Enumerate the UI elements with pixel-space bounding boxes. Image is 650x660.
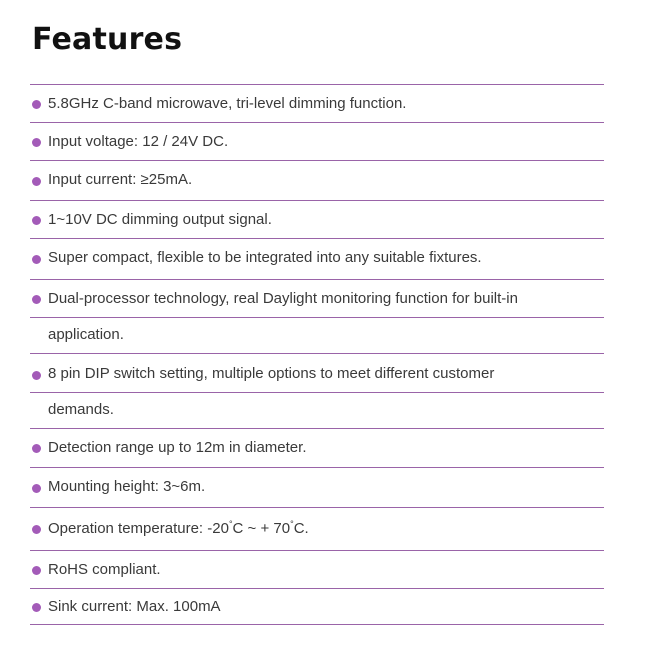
feature-text: Mounting height: 3~6m. bbox=[48, 478, 206, 495]
list-item bbox=[30, 201, 604, 238]
bullet-icon bbox=[32, 177, 41, 186]
feature-text-continued: demands. bbox=[48, 401, 114, 418]
bullet-icon bbox=[32, 216, 41, 225]
bullet-icon bbox=[32, 100, 41, 109]
feature-text: Detection range up to 12m in diameter. bbox=[48, 439, 307, 456]
list-item bbox=[30, 551, 604, 588]
feature-text: 5.8GHz C-band microwave, tri-level dimming function. bbox=[48, 95, 407, 112]
list-item bbox=[30, 280, 604, 353]
page-title: Features bbox=[32, 22, 183, 57]
bullet-icon bbox=[32, 484, 41, 493]
bullet-icon bbox=[32, 566, 41, 575]
bullet-icon bbox=[32, 138, 41, 147]
list-item bbox=[30, 429, 604, 467]
bullet-icon bbox=[32, 295, 41, 304]
list-item bbox=[30, 239, 604, 279]
bullet-icon bbox=[32, 603, 41, 612]
divider bbox=[30, 624, 604, 625]
bullet-icon bbox=[32, 255, 41, 264]
feature-text: 8 pin DIP switch setting, multiple options to meet different customer bbox=[48, 365, 495, 382]
feature-text: Input current: ≥25mA. bbox=[48, 171, 193, 188]
list-item bbox=[30, 589, 604, 624]
feature-text: Operation temperature: -20°C ~ + 70°C. bbox=[48, 519, 309, 537]
list-item bbox=[30, 354, 604, 428]
bullet-icon bbox=[32, 444, 41, 453]
list-item bbox=[30, 123, 604, 160]
feature-text: 1~10V DC dimming output signal. bbox=[48, 211, 272, 228]
bullet-icon bbox=[32, 525, 41, 534]
list-item bbox=[30, 85, 604, 122]
list-item bbox=[30, 468, 604, 507]
feature-text: RoHS compliant. bbox=[48, 561, 161, 578]
list-item bbox=[30, 508, 604, 550]
list-item bbox=[30, 161, 604, 200]
feature-text-continued: application. bbox=[48, 326, 124, 343]
feature-text: Super compact, flexible to be integrated into any suitable fixtures. bbox=[48, 249, 482, 266]
feature-text: Input voltage: 12 / 24V DC. bbox=[48, 133, 229, 150]
feature-text: Sink current: Max. 100mA bbox=[48, 598, 221, 615]
bullet-icon bbox=[32, 371, 41, 380]
features-list bbox=[30, 84, 604, 625]
feature-text: Dual-processor technology, real Daylight monitoring function for built-in bbox=[48, 290, 518, 307]
